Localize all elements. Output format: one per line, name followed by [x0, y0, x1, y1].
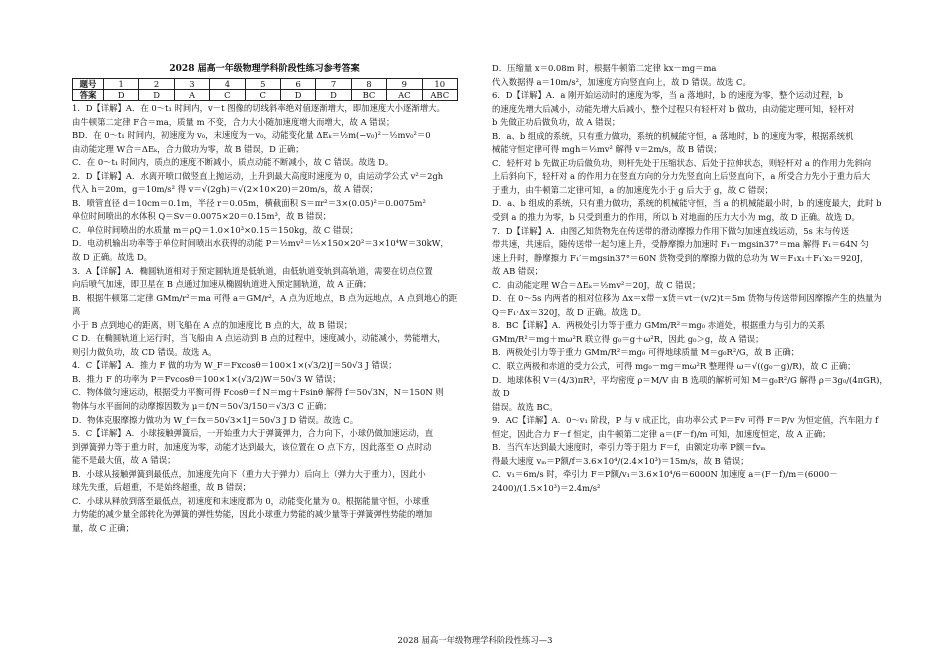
answer-cell: BC: [351, 90, 386, 101]
text-line: 则引力做负功，故 CD 错误。故选 A。: [72, 346, 217, 357]
text-line: 6．D【详解】A．a 刚开始运动时的速度为零，当 a 落地时，b 的速度为零，整个运动过程，b: [492, 90, 843, 101]
text-line: 故 D 正确。故选 D。: [72, 252, 153, 263]
text-line: 代入 h＝20m，g＝10m/s² 得 v＝√(2gh)＝√(2×10×20)＝20m/s，故 A 错误；: [72, 184, 378, 195]
answer-cell: C: [245, 90, 280, 101]
question-number: 6: [280, 79, 315, 90]
text-line: B．推力 F 的功率为 P＝Fvcosθ＝100×1×(√3/2)W＝50√3 W 错误；: [72, 373, 341, 384]
answer-cell: AC: [387, 90, 422, 101]
text-line: 8．BC【详解】A．两极处引力等于重力 GMm/R²＝mg₀ 赤道处，根据重力与引力的关系: [492, 320, 826, 331]
text-line: C．v₁＝6m/s 时，牵引力 F＝P额/v₁＝3.6×10⁴/6＝6000N 加速度 a＝(F－f)/m＝(6000－2400)/(1.5×10³)＝2.4m/s²: [492, 469, 838, 493]
text-line: C．联立两极和赤道的受力公式，可得 mg₀－mg＝mω²R 整理得 ω＝√((g₀－g)/R)，故 C 正确；: [492, 361, 856, 372]
text-line: 物体与水平面间的动摩擦因数为 μ＝f/N＝50√3/150＝√3/3 C 正确；: [72, 401, 332, 412]
text-line: 于重力，由牛顿第二定律可知，a 的加速度先小于 g 后大于 g，故 C 错误；: [492, 184, 773, 195]
answer-cell: C: [210, 90, 245, 101]
text-line: D．物体克服摩擦力做功为 W_f＝fx＝50√3×1J＝50√3 J D 错误。故选 C。: [72, 414, 359, 425]
text-line: 小于 B 点到地心的距离，则飞船在 A 点的加速度比 B 点的大，故 B 错误；: [72, 319, 353, 330]
text-line: BD．在 0～t₁ 时间内，初速度为 v₀，末速度为－v₀，动能变化量 ΔEₖ＝½m(−v₀)²－½mv₀²＝0: [72, 130, 431, 141]
text-line: b 先做正功后做负功，故 A 错误；: [492, 117, 621, 128]
page-title: 2028 届高一年级物理学科阶段性练习参考答案: [169, 64, 360, 74]
text-line: 2．D【详解】A．水离开喷口做竖直上抛运动，上升到最大高度时速度为 0，由运动学公式 v²＝2gh: [72, 170, 444, 181]
text-line: C．小球从释放到落至最低点，初速度和末速度都为 0，动能变化量为 0。根据能量守恒，小球重: [72, 495, 430, 506]
page-footer: 2028 届高一年级物理学科阶段性练习—3: [397, 635, 553, 645]
text-line: 量，故 C 正确；: [72, 522, 134, 533]
text-line: C．在 0～t₁ 时间内，质点的速度不断减小，质点动能不断减小，故 C 错误。故选 D。: [72, 157, 394, 168]
text-line: D．压缩量 x＝0.08m 时，根据牛顿第二定律 kx－mg＝ma: [492, 63, 717, 73]
text-line: 代入数据得 a＝10m/s²，加速度方向竖直向上，故 D 错误。故选 C。: [492, 76, 751, 87]
question-number: 8: [351, 79, 386, 90]
text-line: C．轻杆对 b 先做正功后做负功，则杆先处于压缩状态、后处于拉伸状态，则轻杆对 a 的作用力先斜向: [492, 157, 872, 168]
question-number: 7: [316, 79, 351, 90]
text-line: 到弹簧弹力等于重力时，加速度为零，动能才达到最大，该位置在 O 点下方，因此落至 O 点时动: [72, 441, 432, 452]
text-line: 得最大速度 vₘ＝P额/f＝3.6×10⁴/(2.4×10³)＝15m/s，故 B 错误；: [492, 455, 749, 466]
text-line: B．小球从接触弹簧到最低点，加速度先向下（重力大于弹力）后向上（弹力大于重力），因此小: [72, 468, 426, 479]
question-number: 1: [104, 79, 139, 90]
text-line: B．根据牛顿第二定律 GMm/r²＝ma 可得 a＝GM/r²，A 点为近地点，B 点为远地点，A 点到地心的距离: [72, 292, 458, 317]
text-line: 5．C【详解】A．小球接触弹簧后，一开始重力大于弹簧弹力，合力向下，小球仍做加速运动，直: [72, 428, 434, 439]
text-line: B．喷管直径 d＝10cm＝0.1m，半径 r＝0.05m，横截面积 S＝πr²＝3×(0.05)²＝0.0075m²: [72, 197, 426, 208]
question-number: 2: [139, 79, 174, 90]
text-line: C．物体做匀速运动，根据受力平衡可得 Fcosθ＝f N＝mg＋Fsinθ 解得 f＝50√3N，N＝150N 则: [72, 387, 444, 398]
text-line: D．a、b 组成的系统，只有重力做功，系统的机械能守恒，当 a 的机械能最小时，b 的速度最大，此时 b: [492, 198, 882, 209]
number-header: 题号: [73, 79, 104, 90]
answer-table: [72, 78, 458, 101]
text-line: 9．AC【详解】A．0～v₁ 阶段，P 与 v 成正比，由功率公式 P＝Fv 可得 F＝P/v 为恒定值，汽车阻力 f: [492, 415, 879, 426]
text-line: D．在 0～5s 内两者的相对位移为 Δx＝x带－x货＝vt－(v/2)t＝5m 货物与传送带间因摩擦产生的热量为: [492, 293, 882, 304]
text-line: 故 AB 错误；: [492, 266, 544, 277]
text-line: B．两极处引力等于重力 GMm/R²＝mg₀ 可得地球质量 M＝g₀R²/G，故 B 正确；: [492, 347, 800, 358]
answer-cell: D: [280, 90, 315, 101]
text-line: 力势能的减少量全部转化为弹簧的弹性势能，因此小球重力势能的减少量等于弹簧弹性势能的增加: [72, 509, 433, 520]
text-line: C．单位时间喷出的水质量 m＝ρQ＝1.0×10³×0.15＝150kg，故 C 错误；: [72, 224, 359, 235]
text-line: C D．在椭圆轨道上运行时，当飞船由 A 点运动到 B 点的过程中，速度减小，动能减小，势能增大，: [72, 333, 446, 344]
text-line: 3．A【详解】A．椭圆轨道相对于预定圆轨道是低轨道，由低轨道变轨到高轨道，需要在切点位置: [72, 265, 433, 276]
text-line: Q＝F₁·Δx＝320J，故 D 正确。故选 D。: [492, 306, 646, 317]
answer-cell: D: [316, 90, 351, 101]
question-number: 10: [422, 79, 457, 90]
text-line: 4．C【详解】A．推力 F 做的功为 W_F＝Fxcosθ＝100×1×(√3/2)J＝50√3 J 错误；: [72, 360, 397, 371]
right-column: [492, 62, 890, 496]
question-number: 3: [174, 79, 209, 90]
answer-cell: D: [104, 90, 139, 101]
text-line: 向后喷气加速，即卫星在 B 点通过加速从椭圆轨道进入预定圆轨道，故 A 正确；: [72, 279, 372, 290]
text-line: 单位时间喷出的水体积 Q＝Sv＝0.0075×20＝0.15m³，故 B 错误；: [72, 211, 332, 222]
answer-cell: ABC: [422, 90, 457, 101]
text-line: C．由动能定理 W合＝ΔEₖ＝½mv²＝20J，故 C 错误；: [492, 279, 701, 290]
text-line: 球先失重，后超重，不是始终超重，故 B 错误；: [72, 482, 251, 493]
question-number: 4: [210, 79, 245, 90]
text-line: 的速度先增大后减小，动能先增大后减小，整个过程只有轻杆对 b 做功，由动能定理可知，轻杆对: [492, 103, 855, 114]
text-line: 受到 a 的推力为零，b 只受到重力的作用，所以 b 对地面的压力大小为 mg，故 D 正确。故选 D。: [492, 212, 860, 223]
text-line: 恒定，因此合力 F－f 恒定，由牛顿第二定律 a＝(F－f)/m 可知，加速度恒定，故 A 正确；: [492, 428, 831, 439]
text-line: D．电动机输出功率等于单位时间喷出水获得的动能 P＝½mv²＝½×150×20²＝3×10⁴W＝30kW，: [72, 238, 449, 249]
text-line: 带共速，共速后，随传送带一起匀速上升，受静摩擦力加速时 F₁－mgsin37°＝ma 解得 F₁＝64N 匀: [492, 239, 869, 250]
text-line: B．当汽车达到最大速度时，牵引力等于阻力 F＝f，由额定功率 P额＝fvₘ: [492, 442, 766, 453]
question-number: 9: [387, 79, 422, 90]
text-line: 能不是最大值，故 A 错误；: [72, 455, 176, 466]
answer-table-number-row: [73, 79, 458, 90]
answer-header: 答案: [73, 90, 104, 101]
text-line: 由牛顿第二定律 F合＝ma，质量 m 不变，合力大小随加速度增大而增大，故 A 错误；: [72, 116, 395, 127]
text-line: 上后斜向下，轻杆对 a 的作用力在竖直方向的分力先竖直向上后竖直向下，a 所受合力先小于重力后大: [492, 171, 871, 182]
answer-table-answer-row: [73, 90, 458, 101]
text-line: 错误。故选 BC。: [492, 401, 558, 412]
text-line: GMm/R²＝mg＋mω²R 联立得 g₀＝g＋ω²R，因此 g₀＞g，故 A 错误；: [492, 333, 764, 344]
text-line: D．地球体积 V＝(4/3)πR³，平均密度 ρ＝M/V 由 B 选项的解析可知 M＝g₀R²/G 解得 ρ＝3g₀/(4πGR)，故 D: [492, 374, 888, 399]
text-line: 1．D【详解】A．在 0～t₁ 时间内，v－t 图像的切线斜率绝对值逐渐增大，即加速度大小逐渐增大。: [72, 103, 445, 113]
answer-cell: A: [174, 90, 209, 101]
text-line: 速上升时，静摩擦力 F₁′＝mgsin37°＝60N 货物受到的摩擦力做的总功为 W＝F₁x₁＋F₁′x₂＝920J，: [492, 252, 869, 263]
text-line: 械能守恒定律可得 mgh＝½mv² 解得 v＝2m/s，故 B 错误；: [492, 144, 722, 155]
left-column: [72, 102, 458, 536]
text-line: 7．D【详解】A．由图乙知货物先在传送带的滑动摩擦力作用下做匀加速直线运动，5s 末与传送: [492, 225, 850, 236]
question-number: 5: [245, 79, 280, 90]
answer-cell: D: [139, 90, 174, 101]
text-line: 由动能定理 W合＝ΔEₖ，合力做功为零，故 B 错误，D 正确；: [72, 143, 304, 154]
text-line: B．a、b 组成的系统，只有重力做功，系统的机械能守恒，a 落地时，b 的速度为零，根据系统机: [492, 130, 854, 141]
